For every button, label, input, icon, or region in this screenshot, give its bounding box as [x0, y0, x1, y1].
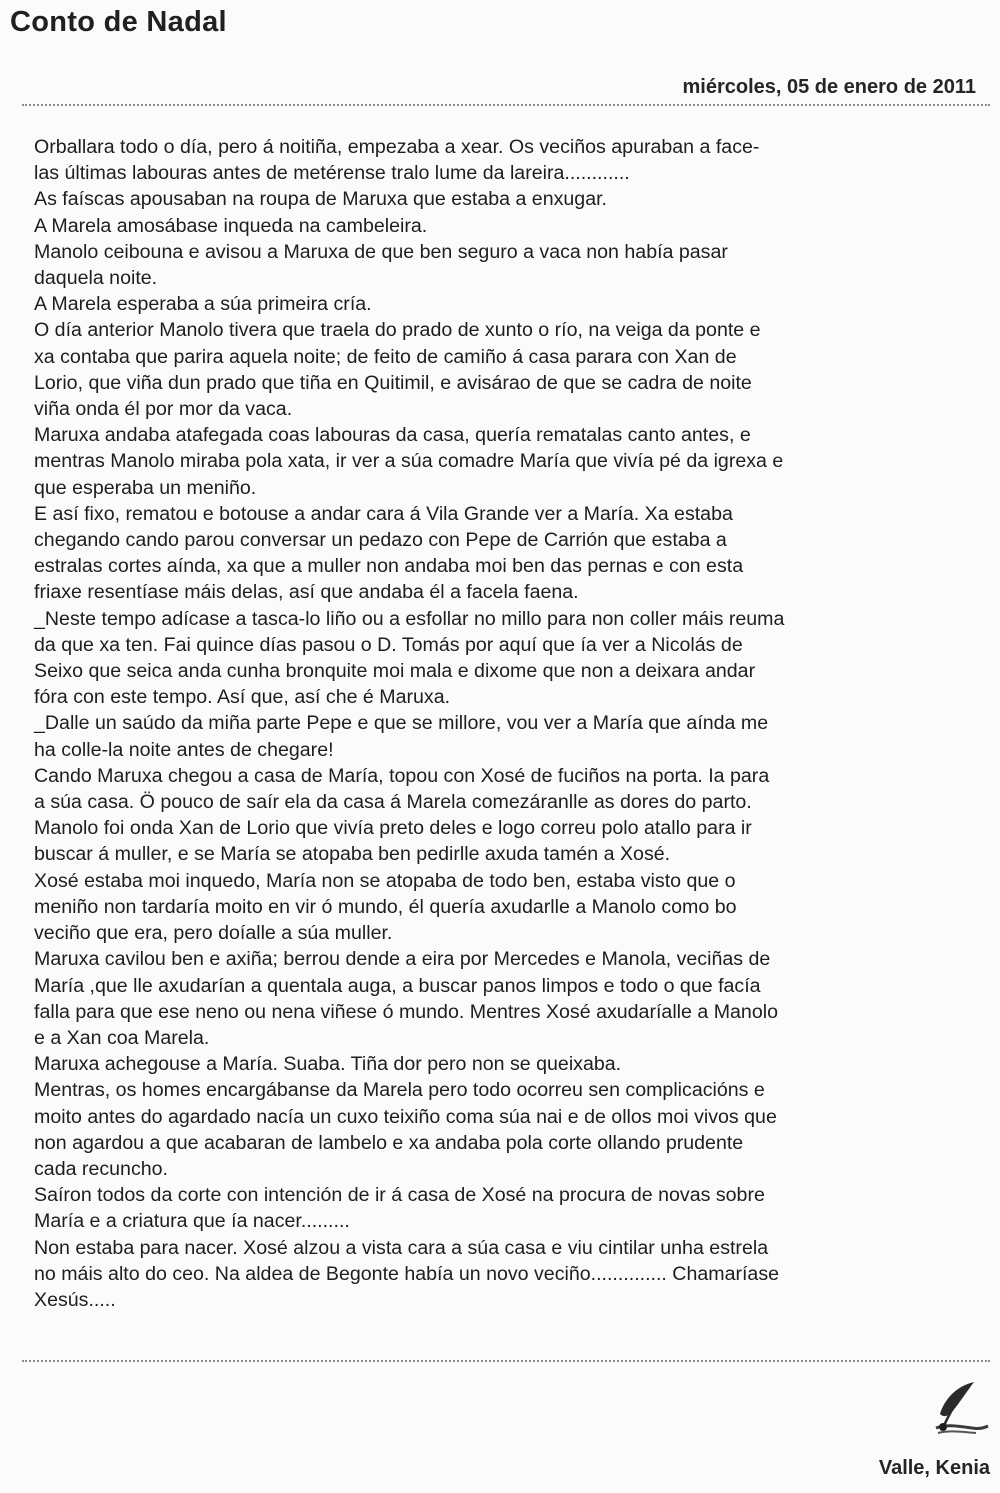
story-line: estralas cortes aínda, xa que a muller non andaba moi ben das pernas e con esta	[34, 555, 744, 578]
story-line: Maruxa cavilou ben e axiña; berrou dende a eira por Mercedes e Manola, veciñas de	[34, 948, 771, 971]
story-line: Manolo ceibouna e avisou a Maruxa de que ben seguro a vaca non había pasar	[34, 240, 728, 263]
story-line: da que xa ten. Fai quince días pasou o D. Tomás por aquí que ía ver a Nicolás de	[34, 633, 743, 656]
story-line: E así fixo, rematou e botouse a andar cara á Vila Grande ver a María. Xa estaba	[34, 502, 733, 525]
story-line: Mentras, os homes encargábanse da Marela pero todo ocorreu sen complicacións e	[34, 1079, 765, 1102]
story-line: Saíron todos da corte con intención de ir á casa de Xosé na procura de novas sobre	[34, 1184, 765, 1207]
story-line: Cando Maruxa chegou a casa de María, topou con Xosé de fuciños na porta. Ia para	[34, 764, 770, 787]
story-line: no máis alto do ceo. Na aldea de Begonte había un novo veciño.............. Chamaríase	[34, 1262, 780, 1285]
story-line: xa contaba que parira aquela noite; de feito de camiño á casa parara con Xan de	[34, 345, 737, 368]
story-line: que esperaba un meniño.	[34, 476, 257, 499]
story-line: viña onda él por mor da vaca.	[34, 398, 293, 421]
quill-pen-icon	[932, 1380, 990, 1436]
story-line: e a Xan coa Marela.	[34, 1026, 210, 1049]
story-line: Manolo foi onda Xan de Lorio que vivía preto deles e logo correu polo atallo para ir	[34, 817, 752, 840]
story-line: As faíscas apousaban na roupa de Maruxa que estaba a enxugar.	[34, 188, 607, 211]
story-line: a súa casa. Ö pouco de saír ela da casa á Marela comezáranlle as dores do parto.	[34, 791, 752, 814]
story-line: non agardou a que acabaran de lambelo e xa andaba pola corte ollando prudente	[34, 1131, 744, 1154]
story-line: Maruxa andaba atafegada coas labouras da casa, quería rematalas canto antes, e	[34, 424, 751, 447]
story-line: María e a criatura que ía nacer.........	[34, 1210, 350, 1233]
story-line: moito antes do agardado nacía un cuxo teixiño coma súa nai e de ollos moi vivos que	[34, 1105, 777, 1128]
story-body	[34, 134, 970, 1313]
story-line: friaxe resentíase máis delas, así que andaba él a facela faena.	[34, 581, 579, 604]
story-line: Maruxa achegouse a María. Suaba. Tiña dor pero non se queixaba.	[34, 1053, 622, 1076]
story-line: _Dalle un saúdo da miña parte Pepe e que se millore, vou ver a María que aínda me	[34, 712, 769, 735]
story-line: cada recuncho.	[34, 1157, 168, 1180]
story-line: chegando cando parou conversar un pedazo con Pepe de Carrión que estaba a	[34, 529, 727, 552]
story-line: ha colle-la noite antes de chegare!	[34, 738, 334, 761]
story-line: fóra con este tempo. Así que, así che é Maruxa.	[34, 686, 451, 709]
story-line: _Neste tempo adícase a tasca-lo liño ou a esfollar no millo para non coller máis reuma	[34, 607, 785, 630]
story-line: María ,que lle axudarían a quentala auga, a buscar panos limpos e todo o que facía	[34, 974, 761, 997]
top-divider	[22, 104, 990, 106]
story-line: Non estaba para nacer. Xosé alzou a vista cara a súa casa e viu cintilar unha estrela	[34, 1236, 769, 1259]
story-line: meniño non tardaría moito en vir ó mundo, él quería axudarlle a Manolo como bo	[34, 895, 737, 918]
story-line: Orballara todo o día, pero á noitiña, empezaba a xear. Os veciños apuraban a face-	[34, 136, 760, 158]
story-line: buscar á muller, e se María se atopaba ben pedirlle axuda tamén a Xosé.	[34, 843, 671, 866]
author-signature: Valle, Kenia	[878, 1457, 990, 1479]
story-line: Seixo que seica anda cunha bronquite moi mala e dixome que non a deixara andar	[34, 660, 756, 683]
bottom-divider	[22, 1360, 990, 1362]
story-line: daquela noite.	[34, 267, 158, 290]
story-line: O día anterior Manolo tivera que traela do prado de xunto o río, na veiga da ponte e	[34, 319, 761, 342]
story-line: A Marela esperaba a súa primeira cría.	[34, 293, 372, 316]
post-date: miércoles, 05 de enero de 2011	[682, 76, 976, 98]
story-line: A Marela amosábase inqueda na cambeleira.	[34, 214, 428, 237]
story-line: Lorio, que viña dun prado que tiña en Quitimil, e avisárao de que se cadra de noite	[34, 371, 752, 394]
story-line: falla para que ese neno ou nena viñese ó mundo. Mentres Xosé axudaríalle a Manolo	[34, 1000, 778, 1023]
story-line: las últimas labouras antes de metérense tralo lume da lareira............	[34, 162, 630, 185]
story-line: mentras Manolo miraba pola xata, ir ver a súa comadre María que vivía pé da igrexa e	[34, 450, 784, 473]
story-line: Xosé estaba moi inquedo, María non se atopaba de todo ben, estaba visto que o	[34, 869, 736, 892]
post-title: Conto de Nadal	[10, 6, 227, 38]
story-line: Xesús.....	[34, 1288, 116, 1311]
story-line: veciño que era, pero doíalle a súa muller.	[34, 922, 393, 945]
